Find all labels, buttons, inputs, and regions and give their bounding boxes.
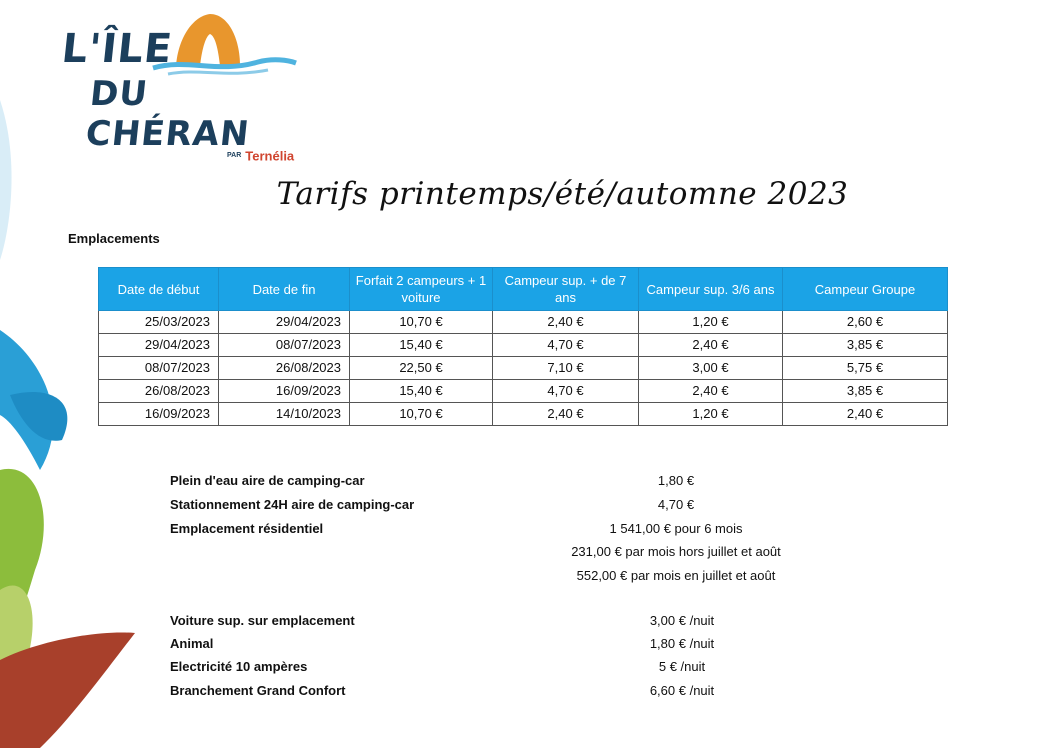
table-row <box>99 380 948 403</box>
table-cell: 29/04/2023 <box>219 311 350 334</box>
table-cell: 4,70 € <box>493 334 639 357</box>
logo-text-line1: L'ÎLE <box>59 26 175 72</box>
table-cell: 15,40 € <box>350 334 493 357</box>
table-cell: 2,40 € <box>639 380 783 403</box>
brand-ternelia <box>227 148 294 163</box>
column-header: Campeur sup. + de 7 ans <box>493 268 639 311</box>
camping-logo <box>48 6 298 154</box>
page-title: Tarifs printemps/été/automne 2023 <box>276 176 849 212</box>
table-cell: 2,40 € <box>783 403 948 426</box>
extra-value-residential-summer: 552,00 € par mois en juillet et août <box>576 568 776 583</box>
section-label-emplacements: Emplacements <box>68 231 160 246</box>
table-cell: 2,40 € <box>493 311 639 334</box>
extra-value-extra-car: 3,00 € /nuit <box>649 613 715 628</box>
logo-text-line2: DU CHÉRAN <box>83 74 252 154</box>
column-header: Campeur sup. 3/6 ans <box>639 268 783 311</box>
table-cell: 25/03/2023 <box>99 311 219 334</box>
extra-value-water-fill: 1,80 € <box>657 473 695 488</box>
table-cell: 2,60 € <box>783 311 948 334</box>
extra-label-extra-car: Voiture sup. sur emplacement <box>170 613 355 628</box>
table-cell: 26/08/2023 <box>219 357 350 380</box>
table-cell: 16/09/2023 <box>99 403 219 426</box>
extra-value-parking-24h: 4,70 € <box>657 497 695 512</box>
brand-name: Ternélia <box>245 148 295 164</box>
table-cell: 3,85 € <box>783 334 948 357</box>
table-cell: 7,10 € <box>493 357 639 380</box>
table-cell: 22,50 € <box>350 357 493 380</box>
extra-label-electricity: Electricité 10 ampères <box>170 659 308 674</box>
table-row <box>99 357 948 380</box>
column-header: Date de début <box>99 268 219 311</box>
extra-label-animal: Animal <box>170 636 214 651</box>
table-cell: 10,70 € <box>350 311 493 334</box>
table-header-row <box>99 268 948 311</box>
extra-label-parking-24h: Stationnement 24H aire de camping-car <box>170 497 415 512</box>
table-cell: 1,20 € <box>639 311 783 334</box>
column-header: Forfait 2 campeurs + 1 voiture <box>350 268 493 311</box>
column-header: Campeur Groupe <box>783 268 948 311</box>
rates-table <box>98 267 948 426</box>
table-cell: 1,20 € <box>639 403 783 426</box>
table-cell: 10,70 € <box>350 403 493 426</box>
table-row <box>99 334 948 357</box>
table-cell: 29/04/2023 <box>99 334 219 357</box>
table-cell: 26/08/2023 <box>99 380 219 403</box>
table-cell: 4,70 € <box>493 380 639 403</box>
table-row <box>99 403 948 426</box>
extra-value-animal: 1,80 € /nuit <box>649 636 715 651</box>
table-row <box>99 311 948 334</box>
extra-value-residential-6-months: 1 541,00 € pour 6 mois <box>609 521 743 536</box>
table-cell: 08/07/2023 <box>219 334 350 357</box>
table-cell: 16/09/2023 <box>219 380 350 403</box>
table-cell: 2,40 € <box>493 403 639 426</box>
extra-value-residential-off-season: 231,00 € par mois hors juillet et août <box>571 544 781 559</box>
extra-label-grand-confort: Branchement Grand Confort <box>170 683 346 698</box>
extra-value-grand-confort: 6,60 € /nuit <box>649 683 715 698</box>
extra-label-residential: Emplacement résidentiel <box>170 521 324 536</box>
table-cell: 08/07/2023 <box>99 357 219 380</box>
table-cell: 5,75 € <box>783 357 948 380</box>
brand-par-text: PAR <box>227 152 242 160</box>
extra-label-water-fill: Plein d'eau aire de camping-car <box>170 473 365 488</box>
table-cell: 14/10/2023 <box>219 403 350 426</box>
table-cell: 2,40 € <box>639 334 783 357</box>
table-cell: 3,85 € <box>783 380 948 403</box>
extra-value-electricity: 5 € /nuit <box>658 659 706 674</box>
table-cell: 15,40 € <box>350 380 493 403</box>
column-header: Date de fin <box>219 268 350 311</box>
table-cell: 3,00 € <box>639 357 783 380</box>
